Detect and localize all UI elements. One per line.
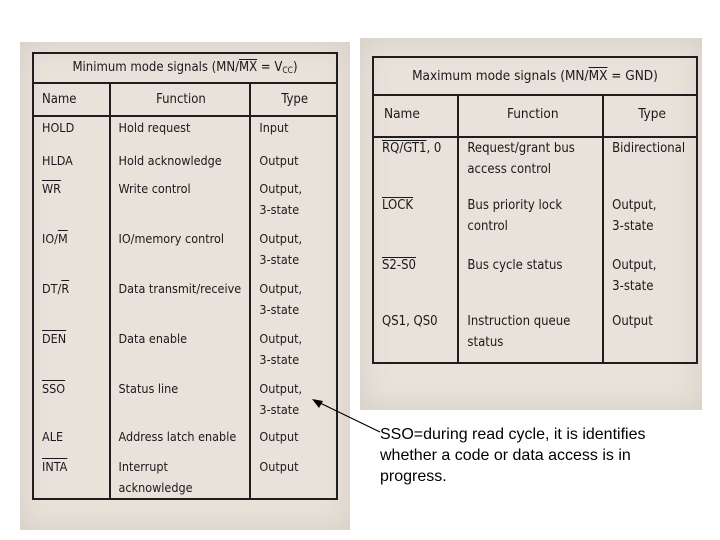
signal-type: 3-state <box>259 252 300 267</box>
signal-function: IO/memory control <box>118 231 224 246</box>
sso-annotation-note: SSO=during read cycle, it is identifies whether a code or data access is in progress. <box>380 426 646 485</box>
signal-name-part: QS1, QS0 <box>382 314 438 329</box>
caption-text-suffix: ) <box>292 60 298 75</box>
signal-function: Status line <box>118 381 179 396</box>
signal-function: Instruction queue <box>467 314 571 329</box>
caption-subscript: CC <box>282 65 293 75</box>
signal-function: Hold request <box>118 120 191 135</box>
signal-name-overlined: S2-S0 <box>382 258 416 273</box>
caption-overline-text: $\overline{MX}$ <box>239 60 258 75</box>
column-header-type: Type <box>250 83 337 116</box>
signal-type: Input <box>259 120 289 135</box>
signal-name-overlined: LOCK <box>382 198 414 213</box>
signal-type: 3-state <box>259 352 300 367</box>
signal-name-overlined: $\overline{DEN}$ <box>42 331 67 346</box>
signal-function: status <box>467 335 504 350</box>
signal-name-overlined: $\overline{M}$ <box>57 231 68 246</box>
signal-name-overlined: INTA <box>42 459 68 474</box>
signal-function: access control <box>467 162 552 177</box>
caption-text: Minimum mode signals (MN/ <box>72 60 240 75</box>
signal-name-part: HOLD <box>42 120 75 135</box>
signal-type: Output <box>259 153 299 168</box>
signal-function: Interrupt acknowledge <box>118 459 193 495</box>
signal-type: Output <box>259 459 299 474</box>
signal-type: Output, <box>612 258 657 273</box>
signal-function: Bus cycle status <box>467 258 563 273</box>
signal-name-part: DT/ <box>42 281 62 296</box>
column-header-name: Name <box>373 95 458 137</box>
signal-type: Output, <box>259 181 303 196</box>
signal-function: Request/grant bus <box>467 141 575 156</box>
signal-type: Bidirectional <box>612 141 686 156</box>
signal-name-part: , 0 <box>426 141 442 156</box>
signal-name-part: ALE <box>42 429 64 444</box>
signal-type: Output <box>612 314 653 329</box>
signal-type: Output, <box>259 231 303 246</box>
signal-type: Output, <box>259 331 303 346</box>
signal-function: Data enable <box>118 331 188 346</box>
signal-name-overlined: $\overline{SSO}$ <box>42 381 66 396</box>
signal-type: Output, <box>612 198 657 213</box>
column-header-name: Name <box>33 83 110 116</box>
caption-text: Maximum mode signals (MN/ <box>412 68 589 84</box>
signal-function: control <box>467 219 508 234</box>
signal-function: Bus priority lock <box>467 198 563 213</box>
signal-type: 3-state <box>259 202 300 217</box>
caption-overline-text: $\overline{MX}$ <box>588 68 608 84</box>
caption-text-mid: = V <box>257 60 283 75</box>
signal-function: Hold acknowledge <box>118 153 222 168</box>
signal-type: 3-state <box>259 402 300 417</box>
column-header-function: Function <box>110 83 251 116</box>
column-header-function: Function <box>458 95 603 137</box>
column-header-type: Type <box>603 95 697 137</box>
signal-type: 3-state <box>612 279 654 294</box>
signal-function: Address latch enable <box>118 429 237 444</box>
signal-name-part: HLDA <box>42 153 73 168</box>
signal-name-part: IO/ <box>42 231 58 246</box>
caption-text-suffix: = GND) <box>607 68 658 84</box>
signal-type: 3-state <box>612 219 654 234</box>
signal-type: Output, <box>259 381 303 396</box>
signal-type: 3-state <box>259 302 300 317</box>
signal-name-overlined: $\overline{R}$ <box>61 281 70 296</box>
signal-name-overlined: $\overline{WR}$ <box>42 181 61 196</box>
signal-type: Output, <box>259 281 303 296</box>
signal-type: Output <box>259 429 299 444</box>
signal-function: Data transmit/receive <box>118 281 242 296</box>
signal-function: Write control <box>118 181 191 196</box>
signal-name-overlined: RQ/GT1 <box>382 141 427 156</box>
